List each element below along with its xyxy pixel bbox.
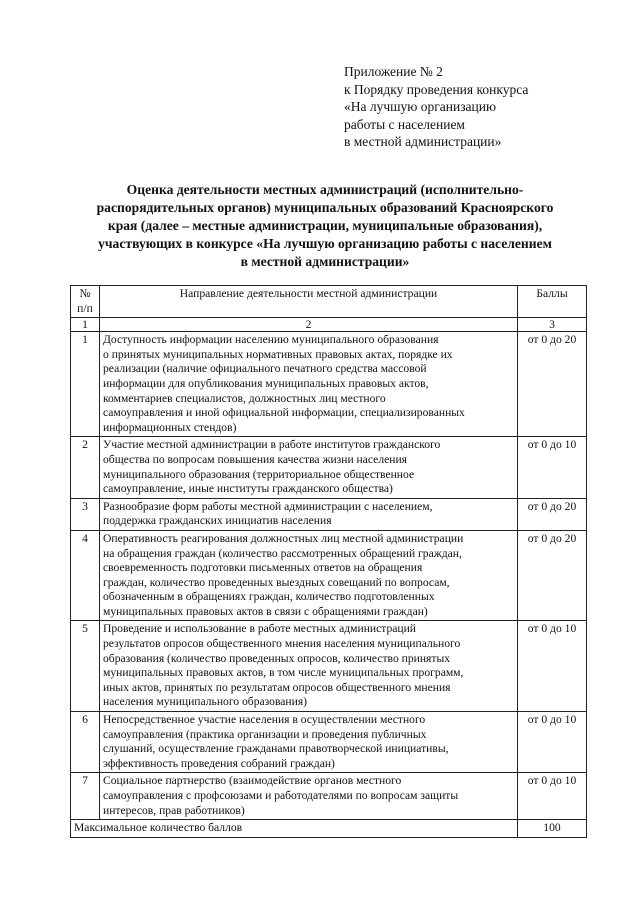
appendix-block bbox=[344, 63, 528, 151]
row-score-cell: от 0 до 10 bbox=[518, 621, 587, 712]
row-number-cell: 3 bbox=[71, 498, 100, 530]
row-score-cell: от 0 до 20 bbox=[518, 530, 587, 621]
table-row bbox=[71, 437, 587, 498]
row-score-cell: от 0 до 10 bbox=[518, 773, 587, 820]
direction-line: Оперативность реагирования должностных лиц местной администрации bbox=[103, 531, 464, 545]
direction-line: своевременность подготовки письменных ответов на обращения bbox=[103, 561, 423, 575]
table-footer-row bbox=[71, 820, 587, 838]
direction-line: реализации (наличие официального печатного средства массовой bbox=[103, 362, 427, 376]
row-score-cell: от 0 до 20 bbox=[518, 498, 587, 530]
table-row bbox=[71, 530, 587, 621]
row-direction-cell bbox=[100, 332, 518, 437]
direction-line: самоуправления и иной официальной информации, специализированных bbox=[103, 406, 465, 420]
appendix-line: работы с населением bbox=[344, 116, 465, 132]
row-direction-cell bbox=[100, 712, 518, 773]
title-line: Оценка деятельности местных администраций (исполнительно- bbox=[126, 182, 524, 197]
document-title bbox=[62, 181, 588, 271]
footer-total-cell: 100 bbox=[518, 820, 587, 838]
column-index-cell: 3 bbox=[518, 318, 587, 332]
table-row bbox=[71, 332, 587, 437]
direction-line: муниципальных правовых актов, в том числе муниципальных программ, bbox=[103, 666, 464, 680]
direction-line: Непосредственное участие населения в осуществлении местного bbox=[103, 713, 426, 727]
row-score-cell: от 0 до 10 bbox=[518, 437, 587, 498]
row-direction-cell bbox=[100, 437, 518, 498]
column-index-row bbox=[71, 318, 587, 332]
header-direction-cell: Направление деятельности местной администрации bbox=[100, 286, 518, 318]
footer-label-cell: Максимальное количество баллов bbox=[71, 820, 518, 838]
header-num-line: п/п bbox=[77, 301, 93, 315]
direction-line: самоуправления (практика организации и проведения публичных bbox=[103, 727, 427, 741]
column-index-cell: 2 bbox=[100, 318, 518, 332]
direction-line: информации для опубликования муниципальных правовых актов, bbox=[103, 376, 429, 390]
direction-line: граждан, количество проведенных выездных совещаний по вопросам, bbox=[103, 575, 450, 589]
row-number-cell: 7 bbox=[71, 773, 100, 820]
row-direction-cell bbox=[100, 773, 518, 820]
title-line: в местной администрации» bbox=[240, 254, 410, 269]
direction-line: поддержка гражданских инициатив населения bbox=[103, 514, 332, 528]
direction-line: обозначенным в обращениях граждан, количество подготовленных bbox=[103, 590, 435, 604]
direction-line: иных актов, принятых по результатам опросов общественного мнения bbox=[103, 680, 451, 694]
direction-line: о принятых муниципальных нормативных правовых актах, порядке их bbox=[103, 347, 453, 361]
row-direction-cell bbox=[100, 498, 518, 530]
row-number-cell: 4 bbox=[71, 530, 100, 621]
row-number-cell: 6 bbox=[71, 712, 100, 773]
row-direction-cell bbox=[100, 621, 518, 712]
title-line: края (далее – местные администрации, муниципальные образования), bbox=[107, 218, 543, 233]
header-num-line: № bbox=[79, 287, 91, 300]
appendix-line: Приложение № 2 bbox=[344, 64, 443, 79]
direction-line: Проведение и использование в работе местных администраций bbox=[103, 622, 417, 636]
direction-line: комментариев специалистов, должностных лиц местного bbox=[103, 391, 386, 405]
direction-line: интересов, прав работников) bbox=[103, 803, 245, 817]
row-number-cell: 2 bbox=[71, 437, 100, 498]
direction-line: общества по вопросам повышения качества жизни населения bbox=[103, 452, 408, 466]
header-score-cell: Баллы bbox=[518, 286, 587, 318]
row-direction-cell bbox=[100, 530, 518, 621]
direction-line: муниципальных правовых актов в связи с обращениями граждан) bbox=[103, 604, 428, 618]
table-row bbox=[71, 712, 587, 773]
direction-line: муниципального образования (территориальное общественное bbox=[103, 467, 415, 481]
direction-line: эффективность проведения собраний граждан) bbox=[103, 756, 335, 770]
direction-line: населения муниципального образования) bbox=[103, 695, 308, 709]
table-row bbox=[71, 621, 587, 712]
row-number-cell: 5 bbox=[71, 621, 100, 712]
direction-line: образования (количество проведенных опросов, количество принятых bbox=[103, 651, 451, 665]
direction-line: Разнообразие форм работы местной администрации с населением, bbox=[103, 499, 433, 513]
direction-line: Участие местной администрации в работе институтов гражданского bbox=[103, 438, 441, 452]
direction-line: самоуправление, иные институты гражданского общества) bbox=[103, 482, 393, 496]
column-index-cell: 1 bbox=[71, 318, 100, 332]
direction-line: самоуправления с профсоюзами и работодателями по вопросам защиты bbox=[103, 789, 459, 802]
row-score-cell: от 0 до 10 bbox=[518, 712, 587, 773]
direction-line: информационных стендов) bbox=[103, 420, 237, 434]
appendix-line: к Порядку проведения конкурса bbox=[344, 81, 529, 97]
evaluation-table bbox=[70, 285, 587, 838]
appendix-line: в местной администрации» bbox=[344, 134, 502, 149]
title-line: распорядительных органов) муниципальных образований Красноярского bbox=[96, 200, 554, 215]
header-num-cell bbox=[71, 286, 100, 318]
row-number-cell: 1 bbox=[71, 332, 100, 437]
direction-line: Социальное партнерство (взаимодействие органов местного bbox=[103, 774, 402, 788]
appendix-line: «На лучшую организацию bbox=[344, 99, 497, 114]
direction-line: слушаний, осуществление гражданами правотворческой инициативы, bbox=[103, 742, 449, 756]
table-row bbox=[71, 498, 587, 530]
direction-line: на обращения граждан (количество рассмотренных обращений граждан, bbox=[103, 546, 462, 560]
title-line: участвующих в конкурсе «На лучшую организацию работы с населением bbox=[98, 236, 552, 251]
table-row bbox=[71, 773, 587, 820]
table-header-row bbox=[71, 286, 587, 318]
direction-line: результатов опросов общественного мнения населения муниципального bbox=[103, 637, 461, 651]
row-score-cell: от 0 до 20 bbox=[518, 332, 587, 437]
direction-line: Доступность информации населению муниципального образования bbox=[103, 333, 439, 347]
